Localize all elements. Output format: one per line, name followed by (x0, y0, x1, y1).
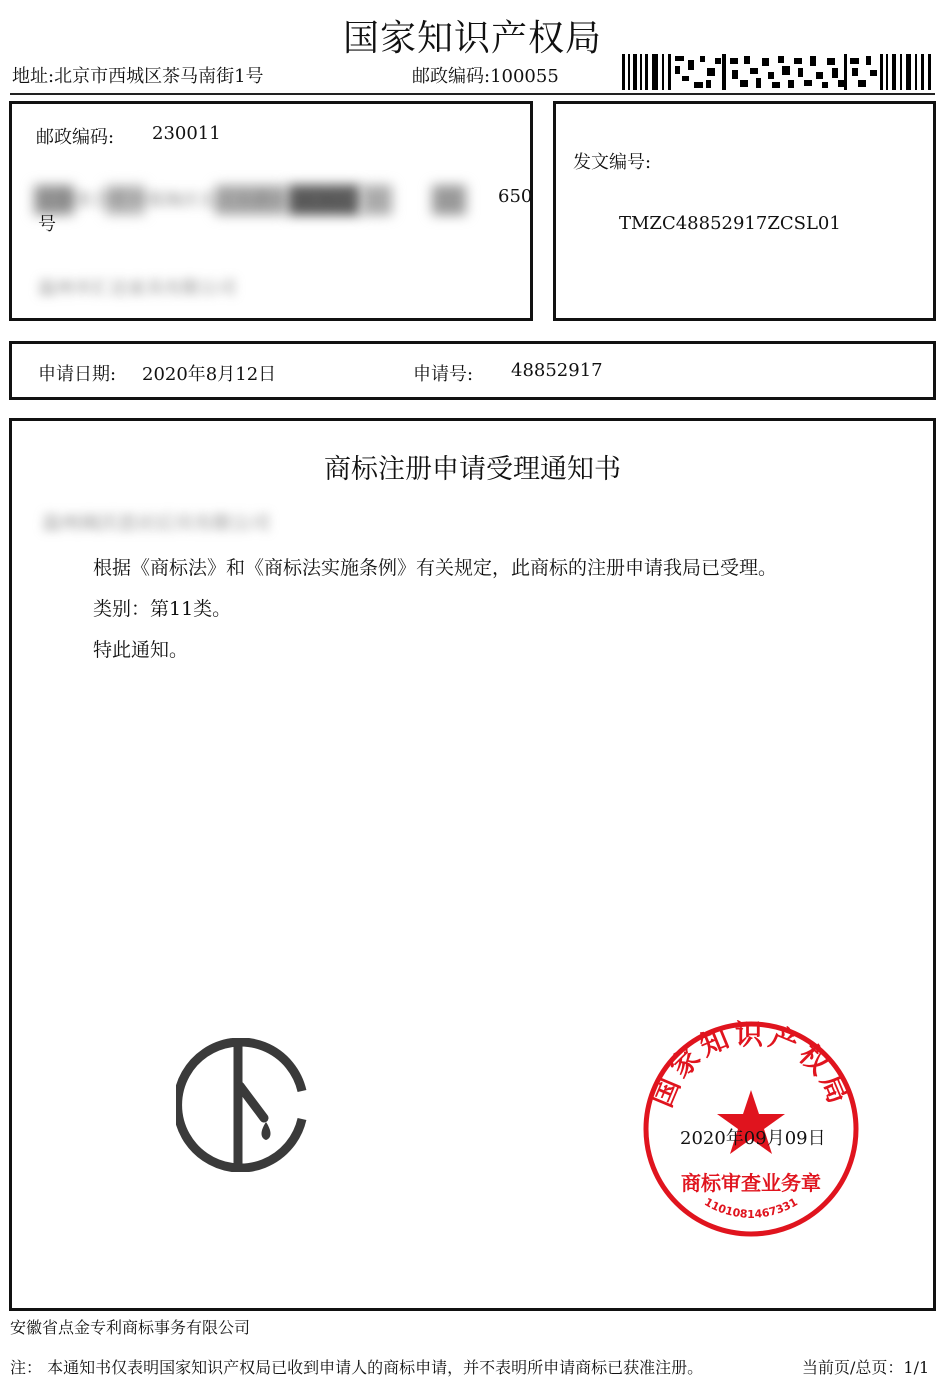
application-date-label: 申请日期: (38, 364, 117, 385)
page-indicator: 当前页/总页：1/1 (802, 1358, 930, 1377)
doc-number-value: TMZC48852917ZCSL01 (619, 213, 841, 234)
recipient-address-line2: 号 (38, 214, 56, 235)
recipient-company-redacted: 温州市汇达家具有限公司 (38, 278, 236, 299)
office-postal-code: 邮政编码:100055 (412, 66, 559, 87)
application-number-label: 申请号: (413, 364, 474, 385)
notice-line-3: 特此通知。 (93, 639, 189, 661)
recipient-postal-value: 230011 (152, 123, 221, 144)
seal-code: 1101081467331 (702, 1195, 800, 1221)
recipient-address-suffix: 650 (498, 186, 533, 207)
barcode-image (622, 54, 932, 90)
notice-title: 商标注册申请受理通知书 (324, 454, 621, 485)
seal-bottom-text: 商标审查业务章 (681, 1171, 821, 1195)
office-address: 地址:北京市西城区茶马南街1号 (12, 66, 264, 87)
svg-text:1101081467331 (702, 1195, 800, 1220)
notice-addressee-redacted: 温州闽沃思应后贝有限公司 (42, 512, 271, 534)
agency-name: 安徽省点金专利商标事务有限公司 (10, 1318, 251, 1337)
notice-line-1: 根据《商标法》和《商标法实施条例》有关规定，此商标的注册申请我局已受理。 (93, 557, 778, 579)
recipient-address-redacted: 安徽省合肥市瑶海区长江东路长江东大街 (38, 190, 362, 211)
header-divider (10, 93, 935, 95)
recipient-postal-label: 邮政编码: (36, 127, 115, 148)
notice-date: 2020年09月09日 (680, 1128, 826, 1149)
notice-line-2: 类别：第11类。 (93, 598, 232, 620)
seal-arc-text: 国家知识产权局 (645, 1018, 857, 1112)
application-date-value: 2020年8月12日 (142, 364, 277, 385)
doc-number-box (553, 101, 936, 321)
doc-number-label: 发文编号: (573, 152, 652, 173)
footer-note: 注： 本通知书仅表明国家知识产权局已收到申请人的商标申请，并不表明所申请商标已获准注册。 (10, 1358, 704, 1377)
application-number-value: 48852917 (511, 360, 603, 381)
page-title: 国家知识产权局 (342, 18, 602, 59)
trademark-logo-image (176, 1038, 310, 1172)
